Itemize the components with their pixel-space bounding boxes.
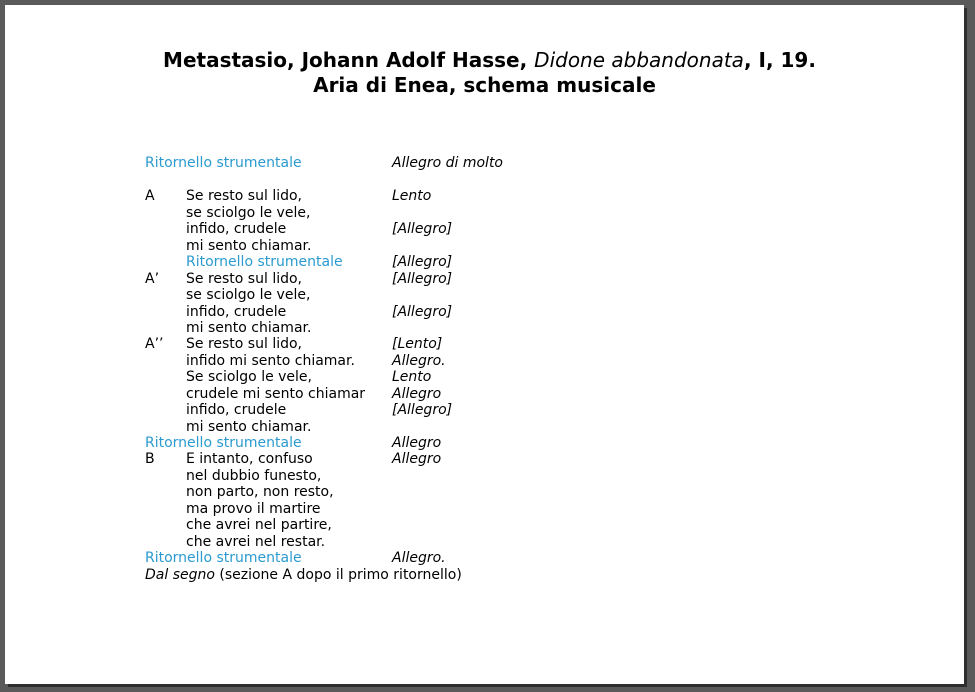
verse-line: non parto, non resto,	[186, 484, 334, 501]
scheme-row	[145, 238, 462, 254]
verse-line: infido, crudele	[186, 303, 287, 320]
tempo-marking: Allegro	[392, 385, 442, 402]
ritornello-label: Ritornello strumentale	[145, 155, 302, 171]
title-line-2: Aria di Enea, schema musicale	[313, 73, 656, 97]
tempo-marking: [Allegro]	[392, 254, 453, 271]
verse-line: infido mi sento chiamar.	[186, 352, 355, 369]
verse-line: Se sciolgo le vele,	[186, 369, 312, 386]
tempo-marking: [Lento]	[392, 336, 443, 353]
page-title	[5, 48, 964, 98]
scheme-row	[145, 254, 462, 270]
title-line-1	[5, 48, 964, 73]
verse-line: se sciolgo le vele,	[186, 287, 311, 304]
scheme-row	[145, 287, 462, 303]
verse-line: mi sento chiamar.	[186, 319, 312, 336]
verse-line: mi sento chiamar.	[186, 418, 312, 435]
scheme-row	[145, 221, 462, 237]
ritornello-label: Ritornello strumentale	[145, 550, 302, 567]
scheme-row	[145, 188, 462, 204]
scheme-row	[145, 534, 462, 550]
verse-line: E intanto, confuso	[186, 451, 313, 468]
footer-note	[145, 567, 462, 583]
scheme-row	[145, 304, 462, 320]
tempo-marking: Allegro	[392, 435, 442, 451]
verse-line: se sciolgo le vele,	[186, 204, 311, 221]
scheme-row	[145, 451, 462, 467]
verse-line: mi sento chiamar.	[186, 237, 312, 254]
tempo-marking: [Allegro]	[392, 303, 453, 320]
tempo-marking: [Allegro]	[392, 402, 453, 419]
scheme-row	[145, 435, 462, 451]
title-work: Didone abbandonata	[534, 48, 744, 72]
scheme-row	[145, 336, 462, 352]
verse-line: infido, crudele	[186, 221, 287, 238]
document-page	[5, 5, 964, 684]
tempo-marking: Allegro.	[392, 352, 446, 369]
scheme-row	[145, 353, 462, 369]
scheme-row	[145, 501, 462, 517]
verse-line: Se resto sul lido,	[186, 270, 302, 287]
tempo-marking: [Allegro]	[392, 221, 453, 238]
scheme-row	[145, 402, 462, 418]
verse-line: che avrei nel partire,	[186, 517, 332, 534]
tempo-marking: Lento	[392, 369, 432, 386]
scheme-row	[145, 419, 462, 435]
section-marker: A’	[145, 270, 160, 287]
verse-line: che avrei nel restar.	[186, 533, 326, 550]
title-prefix: Metastasio, Johann Adolf Hasse,	[163, 48, 535, 72]
verse-line: crudele mi sento chiamar	[186, 385, 366, 402]
scheme-row	[145, 320, 462, 336]
verse-line: Se resto sul lido,	[186, 188, 302, 205]
verse-line: infido, crudele	[186, 402, 287, 419]
dal-segno-label: Dal segno	[145, 566, 215, 583]
section-marker: B	[145, 451, 155, 468]
tempo-marking: Allegro.	[392, 550, 446, 567]
verse-line: Se resto sul lido,	[186, 336, 302, 353]
scheme-row	[145, 386, 462, 402]
tempo-marking: Allegro di molto	[392, 155, 504, 171]
tempo-marking: [Allegro]	[392, 270, 453, 287]
ritornello-label: Ritornello strumentale	[145, 435, 302, 451]
scheme-row	[145, 205, 462, 221]
ritornello-label: Ritornello strumentale	[186, 254, 343, 271]
scheme-row	[145, 550, 462, 566]
verse-line: ma provo il martire	[186, 500, 321, 517]
scheme-row	[145, 369, 462, 385]
tempo-marking: Allegro	[392, 451, 442, 468]
verse-line: nel dubbio funesto,	[186, 467, 322, 484]
scheme-row	[145, 271, 462, 287]
aria-scheme	[145, 155, 504, 583]
footer-text: (sezione A dopo il primo ritornello)	[214, 566, 462, 583]
tempo-marking: Lento	[392, 188, 432, 205]
scheme-row	[145, 468, 462, 484]
scheme-row	[145, 155, 504, 171]
scheme-row	[145, 517, 462, 533]
section-marker: A’’	[145, 336, 164, 353]
section-marker: A	[145, 188, 155, 205]
title-suffix: , I, 19.	[743, 48, 816, 72]
scheme-row	[145, 484, 462, 500]
